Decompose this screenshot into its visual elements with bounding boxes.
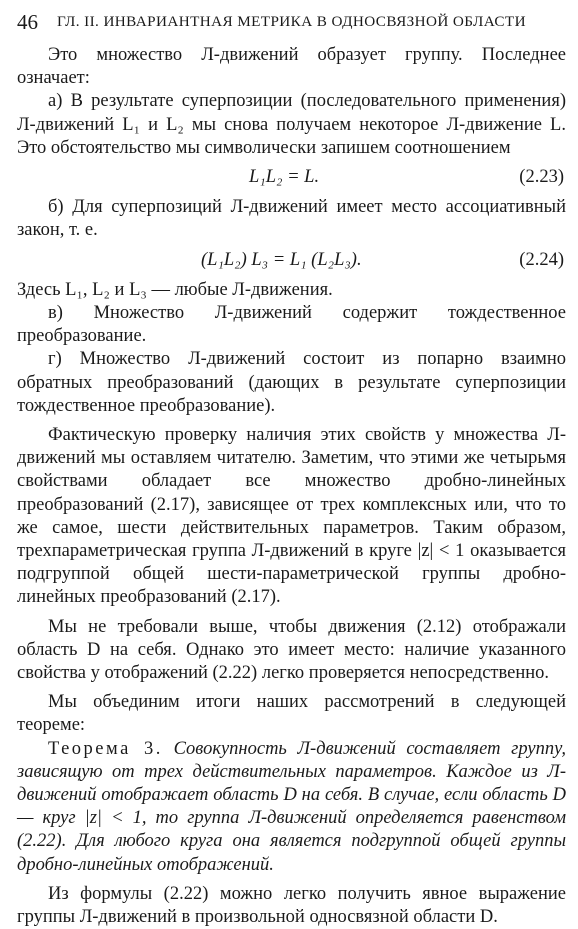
paragraph-property-d: г) Множество Л-движений состоит из попарно взаимно обратных преобразований (дающих в результате суперпозиции тождественное преобразование). xyxy=(17,349,566,416)
running-title: ГЛ. II. ИНВАРИАНТНАЯ МЕТРИКА В ОДНОСВЯЗНОЙ ОБЛАСТИ xyxy=(57,13,526,30)
paragraph-property-b: б) Для суперпозиций Л-движений имеет место ассоциативный закон, т. е. xyxy=(17,197,566,241)
paragraph-summary-intro: Мы объединим итоги наших рассмотрений в следующей теореме: xyxy=(17,692,566,736)
paragraph-group-definition: Это множество Л-движений образует группу. Последнее означает: xyxy=(17,45,566,89)
equation-2-24 xyxy=(17,249,566,272)
equation-2-23-expression: L₁L₂ = L. xyxy=(249,167,320,188)
theorem-3-label: Теорема 3. xyxy=(48,738,163,759)
equation-2-23 xyxy=(17,166,566,189)
paragraph-property-a: а) В результате суперпозиции (последовательного применения) Л-движений L₁ и L₂ мы снова получаем некоторое Л-движение L. Это обстоятельство мы символически запишем соотношением xyxy=(17,91,566,158)
paragraph-any-motions: Здесь L₁, L₂ и L₃ — любые Л-движения. xyxy=(17,279,333,300)
page-body xyxy=(17,44,566,929)
paragraph-property-c: в) Множество Л-движений содержит тождественное преобразование. xyxy=(17,303,566,347)
page-number: 46 xyxy=(17,10,38,34)
theorem-3-text: Совокупность Л-движений составляет группу, зависящую от трех действительных параметров. Каждое из Л-движений отображает область D на себя. В случае, если область D — круг |z| < 1, то группа Л-движений определяется равенством (2.22). Для любого круга она является подгруппой общей группы дробно-линейных отображений. xyxy=(17,738,567,875)
equation-2-23-number: (2.23) xyxy=(519,167,564,188)
page-header xyxy=(17,10,566,38)
theorem-3 xyxy=(17,738,566,877)
equation-2-24-number: (2.24) xyxy=(519,249,564,270)
equation-2-24-expression: (L₁L₂) L₃ = L₁ (L₂L₃). xyxy=(201,249,362,270)
paragraph-verification: Фактическую проверку наличия этих свойств у множества Л-движений мы оставляем читателю. Заметим, что этими же четырьмя свойствами обладает все множество дробно-линейных преобразований (2.17), зависящее от трех комплексных или, что то же самое, шести действительных параметров. Таким образом, трехпараметрическая группа Л-движений в круге |z| < 1 оказывается подгруппой общей шести-параметрической группы дробно-линейных преобразований (2.17). xyxy=(17,425,566,608)
paragraph-domain-mapping: Мы не требовали выше, чтобы движения (2.12) отображали область D на себя. Однако это имеет место: наличие указанного свойства у отображений (2.22) легко проверяется непосредственно. xyxy=(17,616,566,684)
paragraph-explicit-expression: Из формулы (2.22) можно легко получить явное выражение группы Л-движений в произвольной односвязной области D. xyxy=(17,883,566,928)
